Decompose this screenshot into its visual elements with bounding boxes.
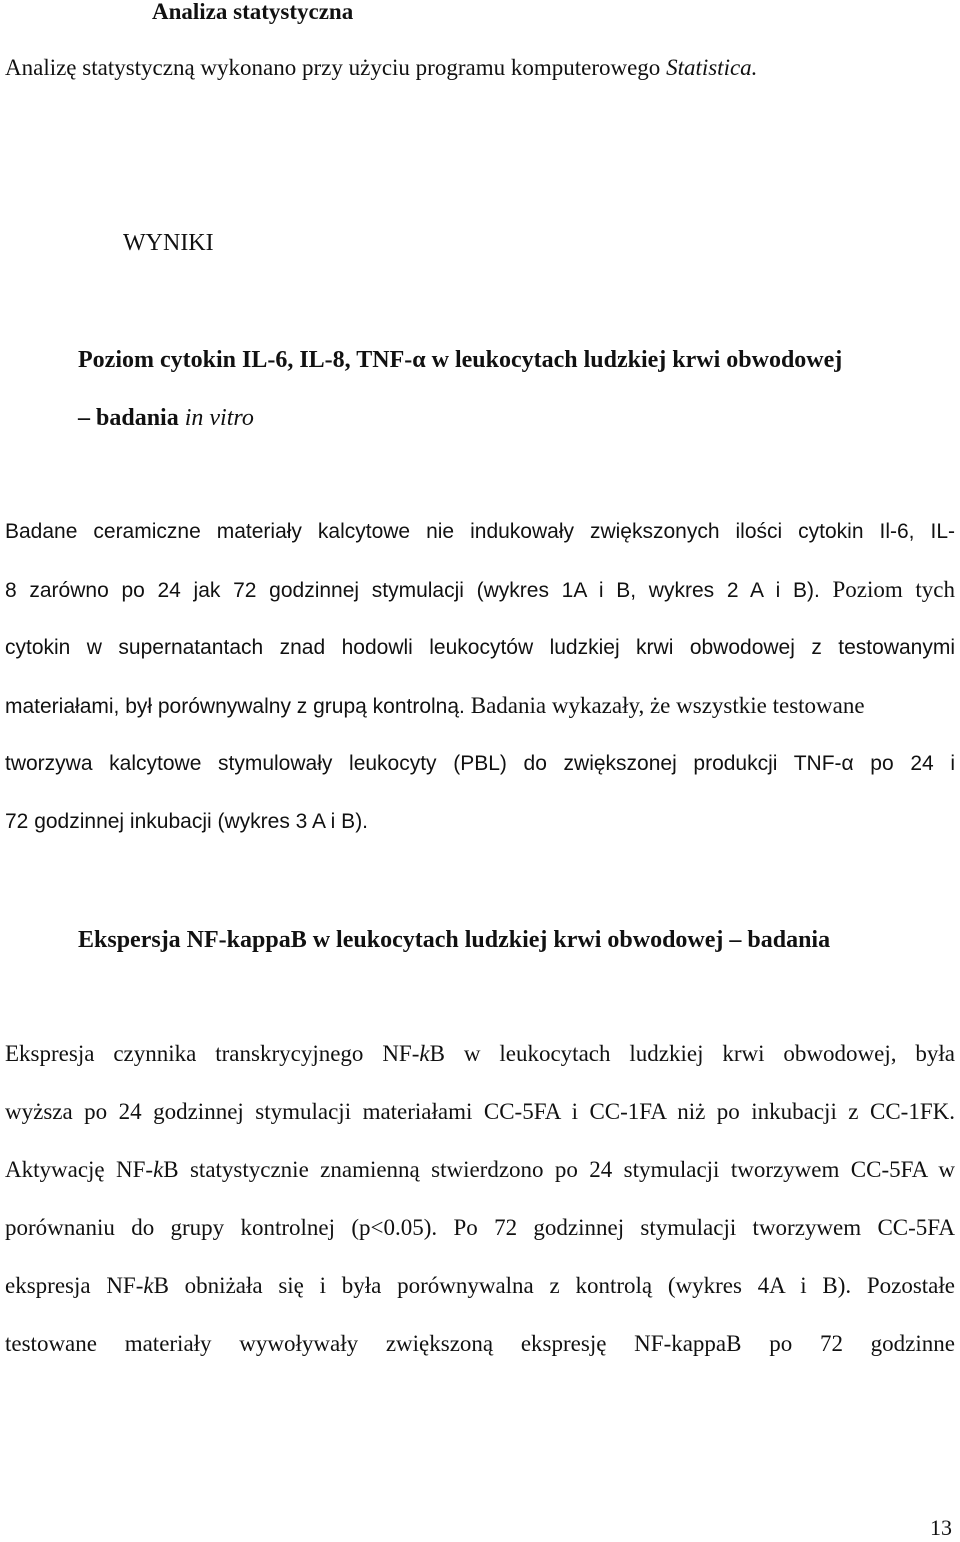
- subheading-nfkappab: Ekspersja NF-kappaB w leukocytach ludzkiej krwi obwodowej – badania: [78, 927, 831, 953]
- stat-paragraph: [5, 54, 757, 82]
- section-heading: Analiza statystyczna: [152, 0, 354, 24]
- subheading-cytokines-line1: Poziom cytokin IL-6, IL-8, TNF-α w leukocytach ludzkiej krwi obwodowej: [78, 347, 843, 373]
- paragraph2-line1-b: B w leukocytach ludzkiej krwi obwodowej, była: [429, 1041, 956, 1066]
- paragraph2-line3: [5, 1156, 955, 1184]
- paragraph1-line6: 72 godzinnej inkubacji (wykres 3 A i B).: [5, 810, 369, 833]
- subheading-cytokines-italic: in vitro: [184, 405, 254, 431]
- paragraph1-line4-tail: Badania wykazały, że wszystkie testowane: [470, 693, 865, 718]
- subheading-cytokines-prefix: – badania: [78, 405, 185, 431]
- paragraph2-line3-k: k: [153, 1157, 164, 1182]
- paragraph1-line2-tail: Poziom tych: [832, 577, 955, 602]
- paragraph1-line4: [5, 692, 865, 721]
- paragraph2-line1: [5, 1040, 955, 1068]
- subheading-cytokines-line2: [78, 404, 254, 432]
- paragraph2-line5-a: ekspresja NF-: [5, 1273, 144, 1298]
- paragraph2-line2: wyższa po 24 godzinnej stymulacji materiałami CC-5FA i CC-1FA niż po inkubacji z CC-1FK.: [5, 1099, 955, 1124]
- paragraph1-line2-main: 8 zarówno po 24 jak 72 godzinnej stymulacji (wykres 1A i B, wykres 2 A i B).: [5, 579, 820, 602]
- paragraph2-line5-b: B obniżała się i była porównywalna z kontrolą (wykres 4A i B). Pozostałe: [153, 1273, 955, 1298]
- stat-paragraph-text: Analizę statystyczną wykonano przy użyciu programu komputerowego: [5, 55, 667, 80]
- paragraph2-line4: porównaniu do grupy kontrolnej (p<0.05). Po 72 godzinnej stymulacji tworzywem CC-5FA: [5, 1215, 955, 1240]
- paragraph2-line5-k: k: [143, 1273, 154, 1298]
- results-heading: WYNIKI: [123, 230, 214, 256]
- paragraph1-line5: tworzywa kalcytowe stymulowały leukocyty (PBL) do zwiększonej produkcji TNF-α po 24 i: [5, 752, 955, 775]
- paragraph2-line3-b: B statystycznie znamienną stwierdzono po 24 stymulacji tworzywem CC-5FA w: [163, 1157, 955, 1182]
- paragraph2-line6: testowane materiały wywoływały zwiększoną ekspresję NF-kappaB po 72 godzinne: [5, 1331, 955, 1356]
- paragraph1-line4-main: materiałami, był porównywalny z grupą kontrolną.: [5, 695, 465, 718]
- paragraph2-line5: [5, 1272, 955, 1300]
- page-number: 13: [930, 1515, 952, 1540]
- paragraph2-line1-a: Ekspresja czynnika transkrycyjnego NF-: [5, 1041, 420, 1066]
- paragraph1-line3: cytokin w supernatantach znad hodowli leukocytów ludzkiej krwi obwodowej z testowanymi: [5, 636, 955, 659]
- paragraph1-line1: Badane ceramiczne materiały kalcytowe nie indukowały zwiększonych ilości cytokin Il-6, IL-: [5, 520, 955, 543]
- paragraph1-line2: [5, 576, 955, 605]
- paragraph2-line3-a: Aktywację NF-: [5, 1157, 154, 1182]
- paragraph2-line1-k: k: [419, 1041, 430, 1066]
- stat-program-name: Statistica.: [666, 55, 758, 80]
